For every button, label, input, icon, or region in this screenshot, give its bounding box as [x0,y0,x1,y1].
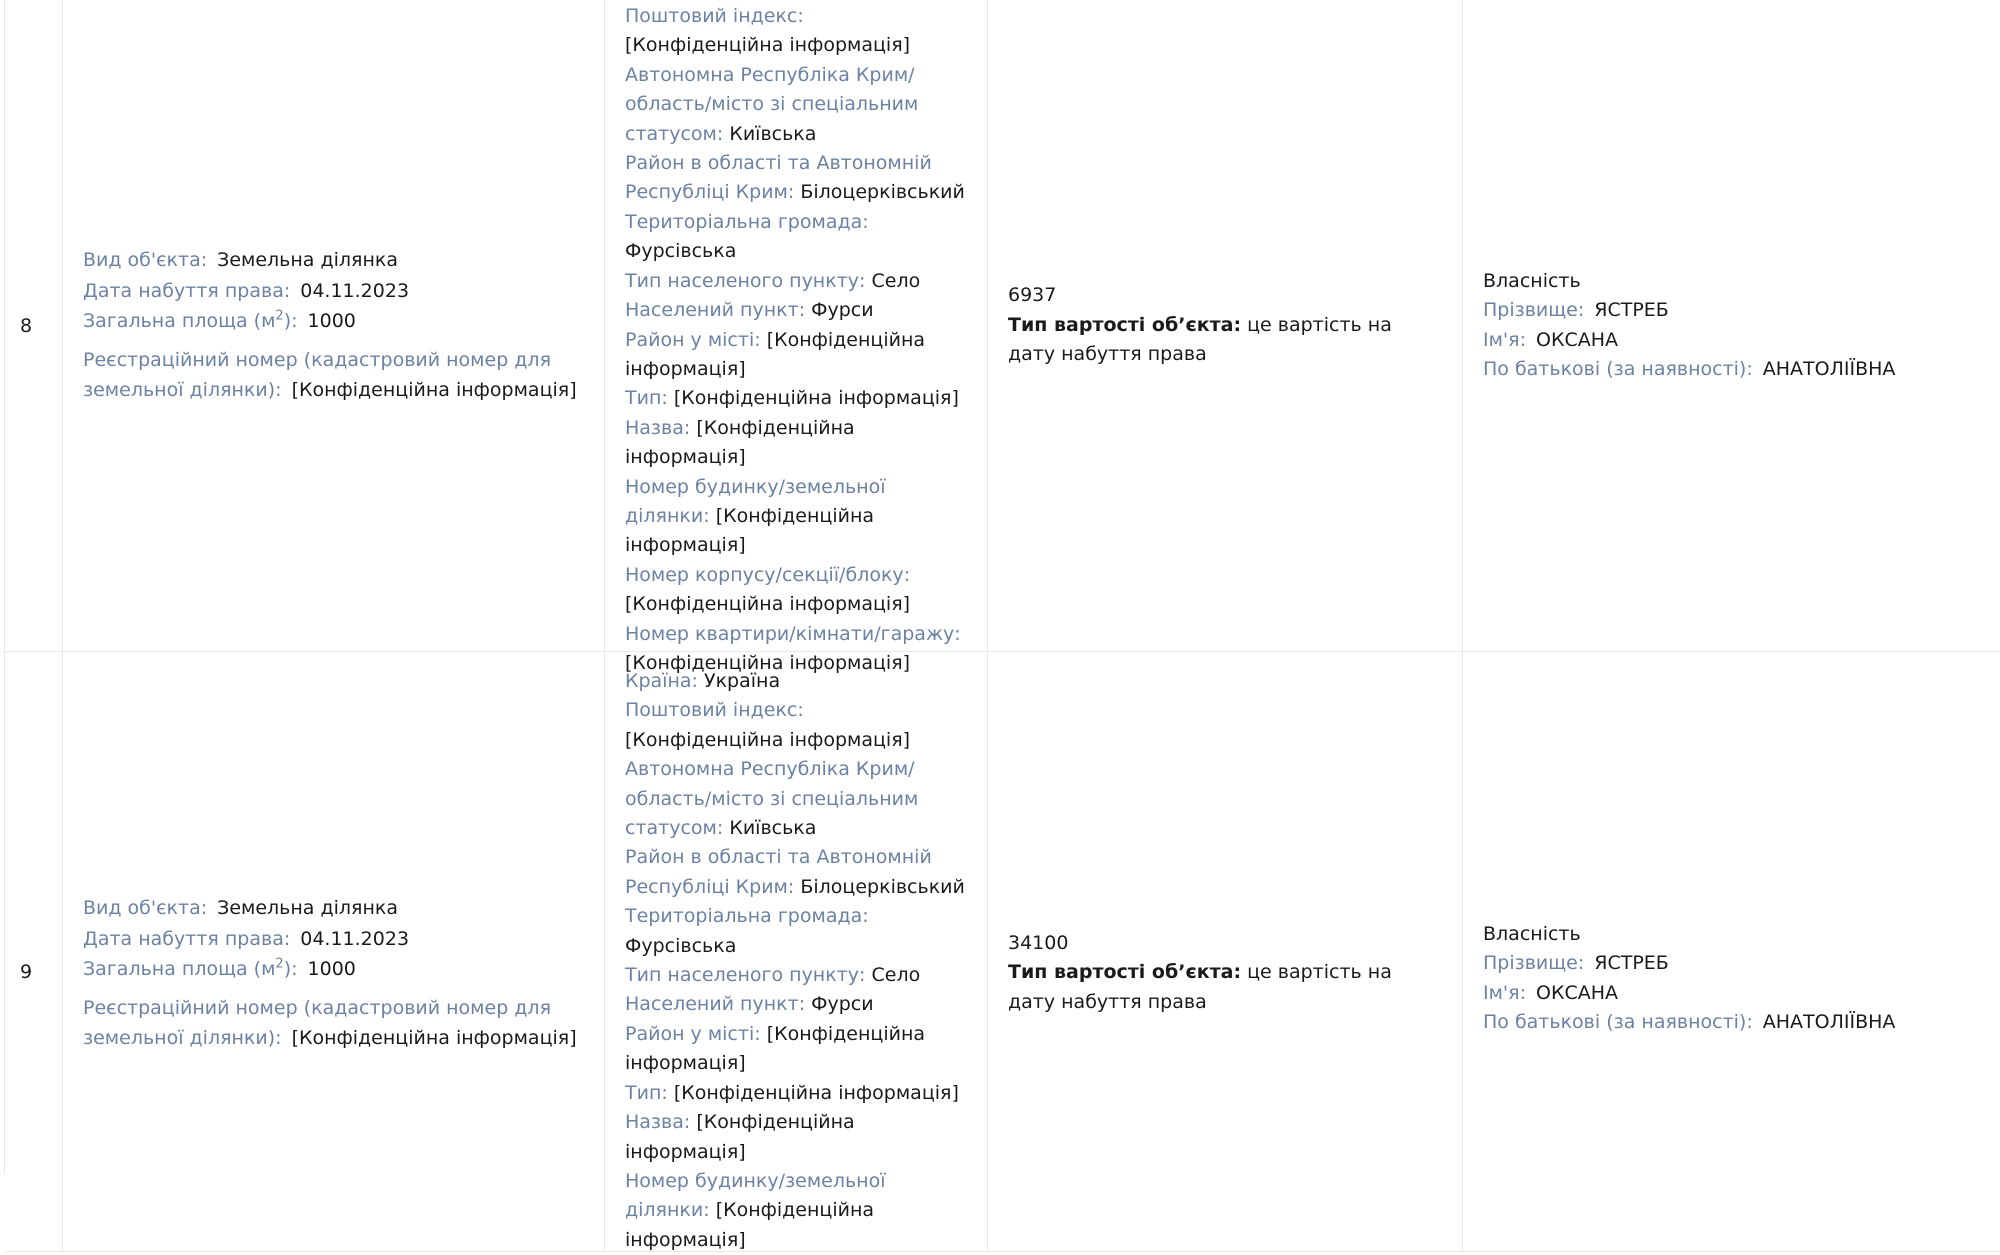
property-table [4,0,2000,1251]
address-field-value: Київська [729,817,817,840]
address-field-value: Білоцерківський [800,181,965,204]
registration-number-label: Реєстраційний номер (кадастровий номер для земельної ділянки): [83,348,552,402]
address-field [625,208,967,267]
address-field-label: Тип населеного пункту: [625,269,866,292]
row-number-cell [5,652,63,1251]
address-field-label: Територіальна громада: [625,905,869,928]
address-field-label: Назва: [625,416,691,439]
surname-label: Прізвище: [1483,952,1585,975]
address-list [625,667,967,1255]
address-field [625,902,967,961]
address-field [625,961,967,990]
object-type-label: Вид об'єкта: [83,897,208,919]
address-field-value: [Конфіденційна інформація] [625,416,855,469]
table-row [5,652,2000,1252]
address-field-label: Населений пункт: [625,299,806,322]
address-field [625,149,967,208]
value-type-value: це вартість на дату набуття права [1008,313,1392,366]
acquisition-date-value: 04.11.2023 [300,279,410,302]
address-field [625,61,967,149]
total-area-label: Загальна площа $(м^2)$: [83,956,298,980]
address-field [625,1020,967,1079]
patronymic-value: АНАТОЛІЇВНА [1762,357,1896,380]
registration-number-value: [Конфіденційна інформація] [291,379,577,402]
address-field-value: [Конфіденційна інформація] [625,504,875,557]
address-field-label: Номер будинку/земельної ділянки: [625,1169,886,1222]
object-type-value: Земельна ділянка [217,897,399,919]
table-row [5,0,2000,674]
address-cell [605,0,988,674]
address-field-label: Тип: [625,387,668,410]
address-field-value: Київська [729,122,817,145]
address-field [625,1167,967,1255]
value-cell [988,0,1463,651]
address-field-value: [Конфіденційна інформація] [625,593,911,616]
address-field-value: [Конфіденційна інформація] [673,387,959,410]
name-value: ОКСАНА [1536,981,1618,1004]
address-field-value: Фурси [811,993,874,1016]
address-field [625,1108,967,1167]
address-field-value: Фурсівська [625,240,737,263]
row-number: 8 [20,314,33,337]
surname-label: Прізвище: [1483,299,1585,322]
object-value-amount: 34100 [1008,932,1069,954]
address-field-label: Номер будинку/земельної ділянки: [625,475,886,527]
address-field [625,414,967,473]
address-field-label: Район у місті: [625,328,761,351]
address-field-value: [Конфіденційна інформація] [625,1111,855,1163]
address-field-value: [Конфіденційна інформація] [625,728,911,751]
total-area-value: 1000 [307,310,356,333]
acquisition-date-value: 04.11.2023 [300,927,410,950]
address-field-value: [Конфіденційна інформація] [625,328,926,380]
surname-value: ЯСТРЕБ [1594,299,1669,322]
address-field [625,326,967,385]
address-field-label: Територіальна громада: [625,210,869,233]
name-label: Ім'я: [1483,981,1526,1004]
address-field-label: Тип: [625,1081,668,1104]
address-field-label: Район в області та Автономній Республіці Крим: [625,846,932,898]
address-field-value: Фурси [811,299,874,322]
value-type-value: це вартість на дату набуття права [1008,961,1392,1013]
row-number-cell [5,0,63,651]
acquisition-date-label: Дата набуття права: [83,927,291,950]
address-field-value: Село [871,964,921,987]
address-field [625,1079,967,1108]
address-field [625,473,967,561]
value-cell [988,652,1463,1251]
address-field-label: Автономна Республіка Крим/ область/місто зі спеціальним статусом: [625,63,919,145]
address-field-label: Номер квартири/кімнати/гаражу: [625,622,961,645]
address-field-label: Район у місті: [625,1022,761,1045]
address-field [625,296,967,325]
address-cell [605,652,988,1251]
address-field-value: [Конфіденційна інформація] [625,34,911,57]
address-field-label: Населений пункт: [625,993,806,1016]
value-type-label: Тип вартості об’єкта: [1008,961,1242,984]
address-field-value: Фурсівська [625,934,737,957]
patronymic-label: По батькові (за наявності): [1483,357,1753,380]
address-field-label: Номер корпусу/секції/блоку: [625,563,911,586]
address-field [625,667,967,696]
address-field [625,843,967,902]
address-field-label: Автономна Республіка Крим/ область/місто зі спеціальним статусом: [625,758,919,840]
total-area-label: Загальна площа $(м^2)$: [83,308,298,333]
address-field-value: [Конфіденційна інформація] [625,1022,926,1075]
address-field-value: [Конфіденційна інформація] [673,1081,959,1104]
row-number: 9 [20,961,33,983]
address-field-value: [Конфіденційна інформація] [625,1199,875,1251]
name-value: ОКСАНА [1536,328,1618,351]
acquisition-date-label: Дата набуття права: [83,279,291,302]
right-type: Власність [1483,269,1581,292]
address-field-label: Назва: [625,1111,691,1134]
address-field-label: Поштовий індекс: [625,699,804,722]
address-field [625,384,967,413]
address-field-label: Поштовий індекс: [625,5,804,28]
address-field [625,990,967,1019]
address-field-value: [Конфіденційна інформація] [625,651,911,674]
registration-number-label: Реєстраційний номер (кадастровий номер для земельної ділянки): [83,996,552,1049]
total-area-value: 1000 [307,958,356,980]
address-field-value: Село [871,269,921,292]
address-field-label: Район в області та Автономній Республіці Крим: [625,152,932,204]
value-type-label: Тип вартості об’єкта: [1008,313,1242,336]
right-type: Власність [1483,923,1581,945]
surname-value: ЯСТРЕБ [1594,952,1669,975]
name-label: Ім'я: [1483,328,1526,351]
address-field-label: Країна: [625,670,698,692]
address-list [625,0,967,678]
registration-number-value: [Конфіденційна інформація] [291,1027,577,1049]
object-cell [63,0,605,651]
address-field [625,561,967,620]
address-field [625,696,967,755]
object-type-value: Земельна ділянка [217,249,399,272]
address-field-value: Білоцерківський [800,875,965,898]
address-field [625,755,967,843]
address-field [625,267,967,296]
owner-cell [1463,652,2000,1251]
address-field-value: Україна [704,670,781,692]
patronymic-label: По батькові (за наявності): [1483,1011,1753,1034]
address-field [625,2,967,61]
address-field-label: Тип населеного пункту: [625,964,866,987]
object-value-amount: 6937 [1008,284,1057,307]
object-type-label: Вид об'єкта: [83,249,208,272]
owner-cell [1463,0,2000,651]
patronymic-value: АНАТОЛІЇВНА [1762,1011,1896,1034]
object-cell [63,652,605,1251]
